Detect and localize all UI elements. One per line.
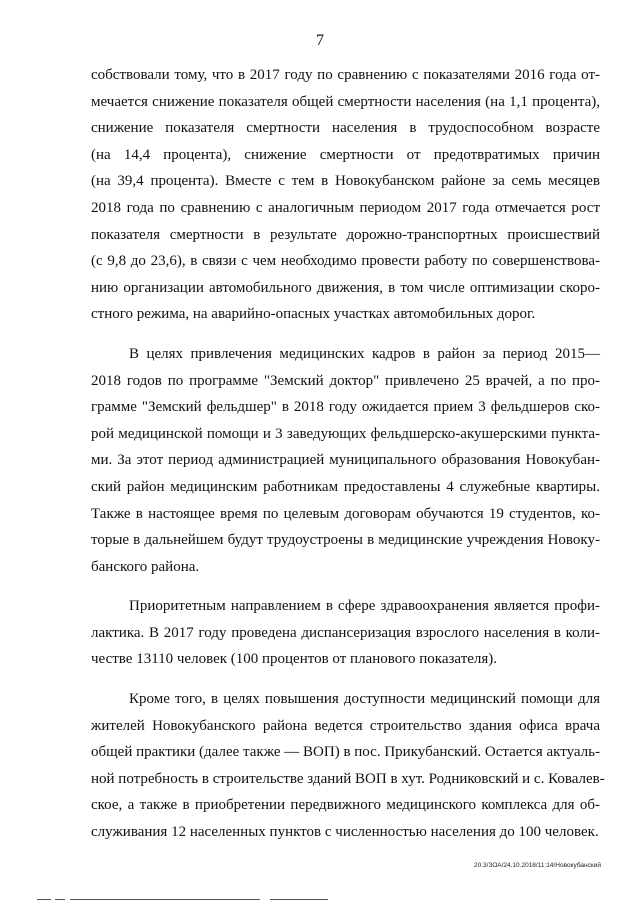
- paragraph-construction: [91, 686, 605, 846]
- text-line: (на 14,4 процента), снижение смертности от предотвратимых причин: [91, 146, 600, 163]
- text-line: снижение показателя смертности населения в трудоспособном возрасте: [91, 120, 600, 137]
- footer-document-code: 20.3/ЗОА/24.10.2018/11:14/Новокубанский: [474, 862, 601, 869]
- text-line: банского района.: [91, 558, 200, 575]
- text-line: грамме "Земский фельдшер" в 2018 году ожидается прием 3 фельдшеров ско-: [91, 399, 600, 416]
- text-line: ной потребность в строительстве зданий ВОП в хут. Родниковский и с. Ковалев-: [91, 770, 605, 787]
- bottom-rule: [37, 899, 51, 900]
- text-line: 2018 годов по программе "Земский доктор" привлечено 25 врачей, а по про-: [91, 372, 600, 389]
- bottom-rule: [55, 899, 65, 900]
- text-line: жителей Новокубанского района ведется строительство здания офиса врача: [91, 717, 600, 734]
- text-line: Также в настоящее время по целевым договорам обучаются 19 студентов, ко-: [91, 505, 600, 522]
- text-line: рой медицинской помощи и 3 заведующих фельдшерско-акушерскими пункта-: [91, 425, 600, 442]
- text-line: ми. За этот период администрацией муниципального образования Новокубан-: [91, 452, 600, 469]
- document-body: [91, 62, 605, 846]
- bottom-rule: [70, 899, 260, 900]
- page-number: 7: [316, 32, 324, 49]
- paragraph-gap: [91, 673, 600, 686]
- text-line: (на 39,4 процента). Вместе с тем в Новокубанском районе за семь месяцев: [91, 173, 600, 190]
- text-line: Приоритетным направлением в сфере здравоохранения является профи-: [129, 598, 600, 615]
- text-line: нию организации автомобильного движения, в том числе оптимизации скоро-: [91, 279, 600, 296]
- paragraph-prevention: [91, 593, 600, 673]
- paragraph-gap: [91, 328, 600, 341]
- text-line: В целях привлечения медицинских кадров в район за период 2015—: [129, 345, 600, 362]
- text-line: (с 9,8 до 23,6), в связи с чем необходимо провести работу по совершенствова-: [91, 253, 600, 270]
- text-line: мечается снижение показателя общей смертности населения (на 1,1 процента),: [91, 93, 600, 110]
- text-line: общей практики (далее также — ВОП) в пос. Прикубанский. Остается актуаль-: [91, 744, 600, 761]
- paragraph-medical-staff: [91, 341, 600, 580]
- text-line: ский район медицинским работникам предоставлены 4 служебные квартиры.: [91, 478, 600, 495]
- text-line: собствовали тому, что в 2017 году по сравнению с показателями 2016 года от-: [91, 67, 600, 83]
- text-line: показателя смертности в результате дорожно-транспортных происшествий: [91, 226, 600, 243]
- text-line: ское, а также в приобретении передвижного медицинского комплекса для об-: [91, 797, 600, 814]
- paragraph-mortality: [91, 62, 600, 328]
- text-line: 2018 года по сравнению с аналогичным периодом 2017 года отмечается рост: [91, 199, 600, 216]
- bottom-rule: [270, 899, 328, 900]
- text-line: служивания 12 населенных пунктов с численностью населения до 100 человек.: [91, 824, 599, 841]
- text-line: торые в дальнейшем будут трудоустроены в медицинские учреждения Новоку-: [91, 532, 600, 549]
- text-line: Кроме того, в целях повышения доступности медицинский помощи для: [129, 691, 600, 708]
- text-line: честве 13110 человек (100 процентов от планового показателя).: [91, 651, 498, 668]
- paragraph-gap: [91, 580, 600, 593]
- text-line: лактика. В 2017 году проведена диспансеризация взрослого населения в коли-: [91, 624, 600, 641]
- text-line: стного режима, на аварийно-опасных участках автомобильных дорог.: [91, 306, 536, 323]
